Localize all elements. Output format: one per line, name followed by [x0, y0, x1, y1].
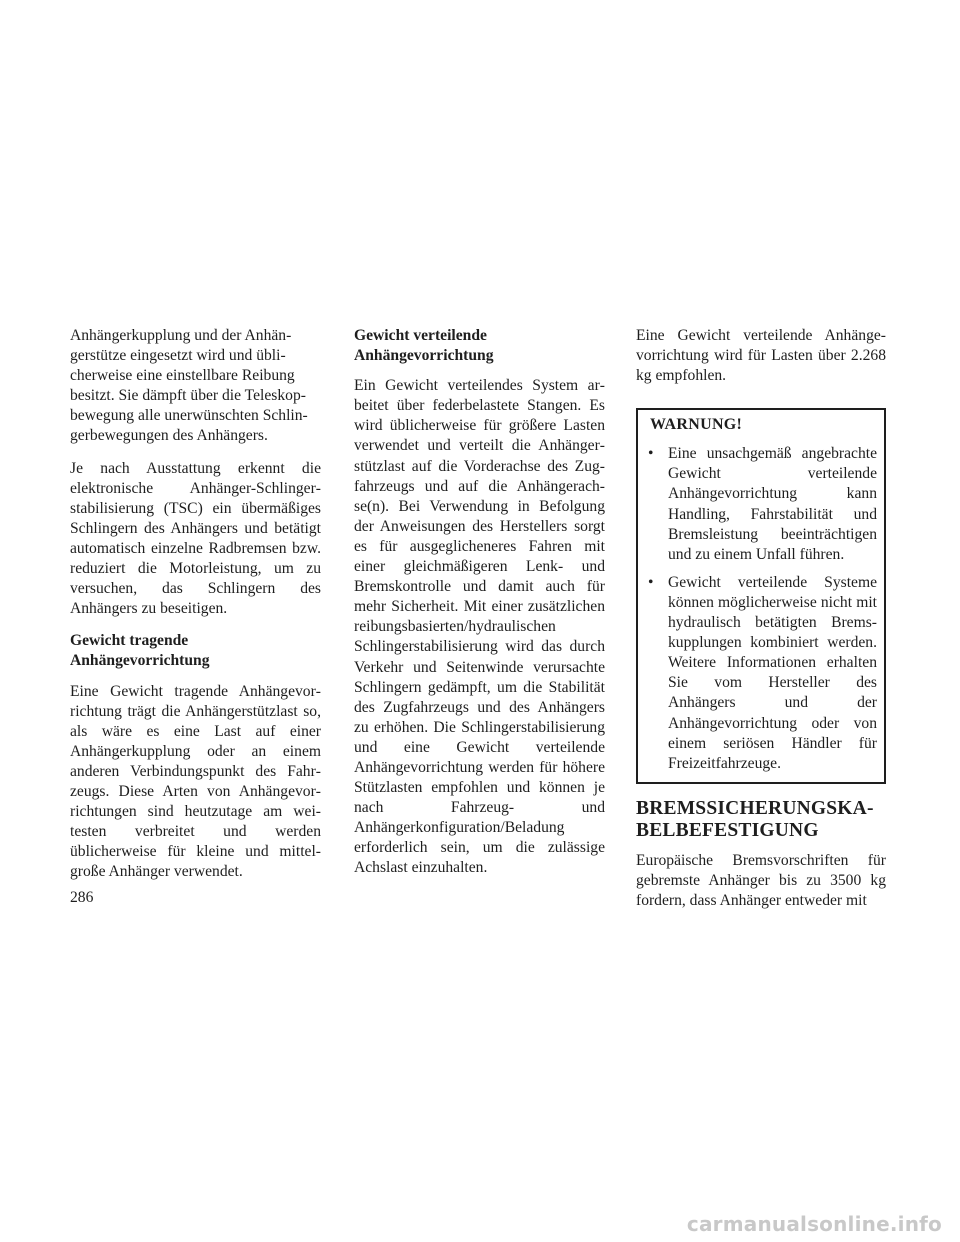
warning-title: WARNUNG!	[650, 416, 743, 434]
column-left	[70, 326, 321, 894]
watermark: carmanualsonline.info	[686, 1212, 942, 1236]
paragraph-weight-recommendation: Eine Gewicht verteilende Anhängevorrichtung wird für Lasten über 2.268 kg empfohlen.	[636, 327, 886, 385]
subheading-weight-carrying-hitch: Gewicht tragende Anhängevorrichtung	[70, 632, 210, 670]
paragraph-weight-distributing-system: Ein Gewicht verteilendes System arbeitet über federbelastete Stangen. Es wird üblicherweise für größere Lasten verwendet und verteilt die Anhängerstützlast auf die Vorderachse des Zugfahrzeugs und auf die Anhängerachse(n). Bei Verwendung in Befolgung der Anweisungen des Herstellers sorgt es für ausgeglicheneres Fahren mit einer gleichmäßigeren Lenk- und Bremskontrolle und damit auch für mehr Sicherheit. Mit einer zusätzlichen reibungsbasierten/hydraulischen Schlingerstabilisierung wird das durch Verkehr und Seitenwinde verursachte Schlingern gedämpft, um die Stabilität des Zugfahrzeugs und des Anhängers zu erhöhen. Die Schlingerstabilisierung und eine Gewicht verteilende Anhängevorrichtung werden für höhere Stützlasten empfohlen und können je nach Fahrzeug- und Anhängerkonfiguration/Beladung erforderlich sein, um die zulässige Achslast einzuhalten.	[354, 377, 605, 877]
subheading-weight-distributing-hitch: Gewicht verteilende Anhängevorrichtung	[354, 327, 494, 365]
column-right	[636, 326, 886, 923]
paragraph-coupling-intro: Anhängerkupplung und der Anhängerstütze eingesetzt wird und üblicherweise eine einstellbare Reibung besitzt. Sie dämpft über die Teleskopbewegung alle unerwünschten Schlingerbewegungen des Anhängers.	[70, 327, 308, 445]
warning-item-text: Gewicht verteilende Systeme können möglicherweise nicht mit hydraulisch betätigten Bremskupplungen kombiniert werden. Weitere Informationen erhalten Sie vom Hersteller des Anhängers und der Anhängevorrichtung oder von einem seriösen Händler für Freizeitfahrzeuge.	[668, 573, 877, 772]
page-number: 286	[70, 889, 94, 906]
section-heading-brake-cable: BREMSSICHERUNGSKABELBEFESTIGUNG	[636, 797, 874, 841]
warning-item-text: Eine unsachgemäß angebrachte Gewicht verteilende Anhängevorrichtung kann Handling, Fahrstabilität und Bremsleistung beeinträchtigen und zu einem Unfall führen.	[668, 445, 877, 563]
paragraph-tsc: Je nach Ausstattung erkennt die elektronische Anhänger-Schlingerstabilisierung (TSC) ein übermäßiges Schlingern des Anhängers und betätigt automatisch einzelne Radbremsen bzw. reduziert die Motorleistung, um zu versuchen, das Schlingern des Anhängers zu beseitigen.	[70, 459, 321, 618]
bullet-icon: •	[648, 573, 654, 591]
bullet-icon: •	[648, 445, 654, 463]
warning-box	[636, 408, 886, 784]
paragraph-weight-carrying-hitch: Eine Gewicht tragende Anhängevorrichtung trägt die Anhängerstützlast so, als wäre es eine Last auf einer Anhängerkupplung oder an einem anderen Verbindungspunkt des Fahrzeugs. Diese Arten von Anhängevorrichtungen sind heutzutage am weitesten verbreitet und werden üblicherweise für kleine und mittelgroße Anhänger verwendet.	[70, 682, 321, 881]
warning-item	[647, 444, 877, 565]
warning-list	[647, 444, 877, 774]
column-middle	[354, 326, 605, 891]
paragraph-brake-regulations: Europäische Bremsvorschriften für gebremste Anhänger bis zu 3500 kg fordern, dass Anhänger entweder mit	[636, 851, 886, 909]
warning-item	[647, 573, 877, 774]
